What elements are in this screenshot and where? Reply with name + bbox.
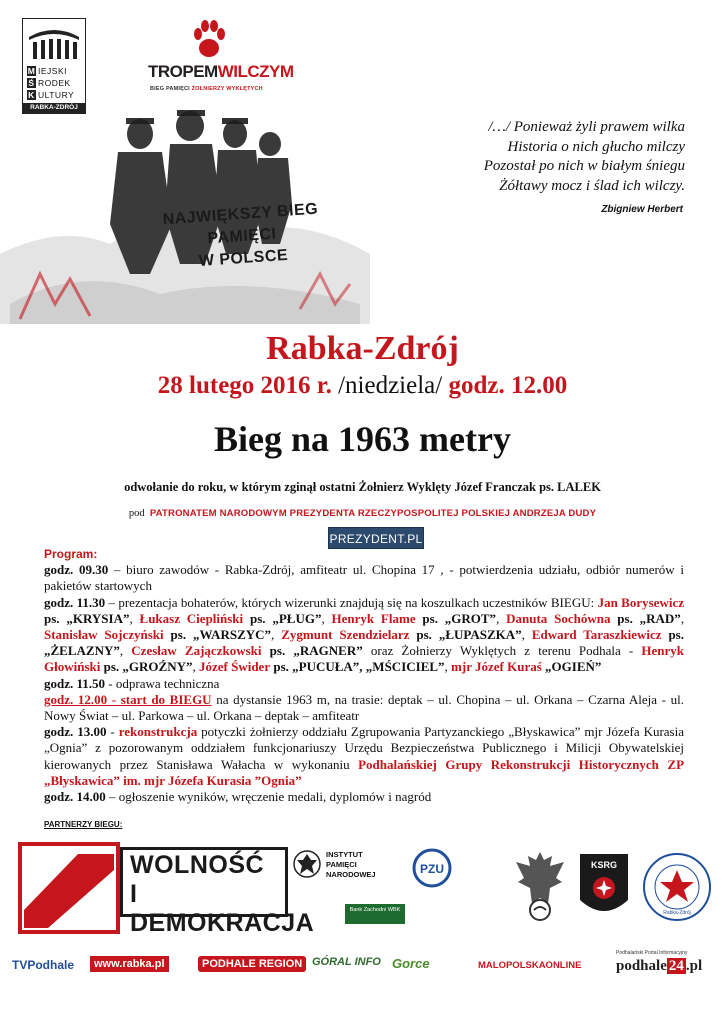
wolnosc-i-demokracja-logo[interactable]: WOLNOŚĆ I DEMOKRACJA: [120, 847, 288, 917]
program-item: godz. 11.30 – prezentacja bohaterów, których wizerunki znajdują się na koszulkach uczestników BIEGU: Jan Borysewicz ps. „KRYSIA”, Łukasz Ciepliński ps. „PŁUG”, Henryk Flame ps. „GROT”, Danuta Sochówna ps. „RAD”, Stanisław Sojczyński ps. „WARSZYC”, Zygmunt Szendzielarz ps. „ŁUPASZKA”, Edward Taraszkiewicz ps. „ŻELAZNY”, Czesław Zajączkowski ps. „RAGNER” oraz Żołnierzy Wyklętych z terenu Podhala - Henryk Głowiński ps. „GROŹNY”, Józef Świder ps. „PUCUŁA”, „MŚCICIEL”, mjr Józef Kuraś „OGIEŃ”: [44, 594, 685, 675]
svg-text:PZU: PZU: [420, 862, 444, 876]
program-item: godz. 12.00 - start do BIEGU na dystansie 1963 m, na trasie: deptak – ul. Chopina – ul. Orkana – Czarna Aleja - ul. Nowy Świat – ul. Parkowa – ul. Orkana – deptak – amfiteatr: [44, 691, 684, 724]
wolf-paw-icon: [192, 18, 226, 60]
banner-slogan: NAJWIĘKSZY BIEG PAMIĘCI W POLSCE: [162, 200, 319, 271]
ipn-logo[interactable]: INSTYTUT PAMIĘCI NARODOWEJ: [326, 850, 376, 879]
program-item: godz. 14.00 – ogłoszenie wyników, wręczenie medali, dyplomów i nagród: [44, 789, 432, 805]
event-city: Rabka-Zdrój: [266, 330, 459, 367]
mok-name: M IEJSKI Ś RODEK K ULTURY: [27, 66, 75, 100]
bzwbk-logo[interactable]: Bank Zachodni WBK: [345, 904, 405, 924]
military-eagle-icon: [512, 848, 568, 928]
svg-text:Rabka-Zdrój: Rabka-Zdrój: [663, 910, 691, 916]
tvpodhale-logo[interactable]: TVPodhale: [12, 958, 75, 972]
podhale-region-logo[interactable]: PODHALE REGION: [198, 956, 306, 972]
rabka-pl-logo[interactable]: www.rabka.pl: [90, 956, 169, 972]
event-date: 28 lutego 2016 r. /niedziela/ godz. 12.00: [157, 372, 568, 399]
ipn-eagle-icon: [292, 848, 322, 884]
svg-text:KSRG: KSRG: [590, 860, 618, 870]
podhale24-tagline: Podhalański Portal Informacyjny: [616, 950, 688, 956]
event-patronage: pod PATRONATEM NARODOWYM PREZYDENTA RZECZYPOSPOLITEJ POLSKIEJ ANDRZEJA DUDY: [128, 508, 597, 519]
prezydent-logo[interactable]: PREZYDENT.PL: [328, 527, 424, 549]
partners-label: PARTNERZY BIEGU:: [44, 820, 123, 829]
mok-bars-icon: [27, 25, 81, 63]
podhale24-logo[interactable]: podhale 24 .pl: [616, 958, 703, 974]
ogr-rabka-logo[interactable]: [642, 852, 712, 922]
poem-author: Zbigniew Herbert: [601, 204, 683, 215]
gorce-logo[interactable]: Gorce: [392, 956, 430, 971]
event-title: Bieg na 1963 metry: [214, 419, 511, 459]
media-partners-strip: [0, 950, 725, 990]
program-item: godz. 11.50 - odprawa techniczna: [44, 675, 220, 691]
pzu-logo[interactable]: [412, 848, 452, 888]
event-dedication: odwołanie do roku, w którym zginął ostatni Żołnierz Wyklęty Józef Franczak ps. LALEK: [124, 480, 601, 494]
mok-logo: [22, 18, 86, 114]
program-item: godz. 09.30 – biuro zawodów - Rabka-Zdrój, amfiteatr ul. Chopina 17 , - potwierdzenia udziału, odbiór numerów i pakietów startowych: [44, 562, 685, 594]
ksrg-logo[interactable]: [576, 850, 632, 924]
poem-quote: /…/ Ponieważ żyli prawem wilka Historia o nich głucho milczy Pozostał po nich w białym śniegu Żółtawy mocz i ślad ich wilczy.: [483, 119, 685, 194]
mok-city: RABKA-ZDRÓJ: [23, 103, 85, 113]
program-item: godz. 13.00 - rekonstrukcja potyczki żołnierzy oddziału Zgrupowania Partyzanckiego „Błyskawica” mjr Józefa Kurasia „Ognia” z pozorowanym oddziałem funkcjonariuszy Urzędu Bezpieczeństwa Publicznego i Milicji Obywatelskiej kierowanych przez Stanisława Wałacha w wykonaniu Podhalańskiej Grupy Rekonstrukcji Historycznych ZP „Błyskawica” im. mjr Józefa Kurasia ”Ognia”: [44, 724, 685, 788]
tropem-wilczym-subtitle: BIEG PAMIĘCI ŻOŁNIERZY WYKLĘTYCH: [150, 86, 263, 92]
wolnosc-i-demokracja-emblem: [18, 840, 120, 936]
program-section: [44, 546, 684, 805]
program-label: Program:: [44, 547, 98, 561]
tropem-wilczym-title: TROPEMWILCZYM: [148, 62, 294, 81]
malopolska-online-logo[interactable]: MALOPOLSKAONLINE: [478, 960, 582, 971]
goral-info-logo[interactable]: GÓRAL INFO: [312, 956, 381, 968]
